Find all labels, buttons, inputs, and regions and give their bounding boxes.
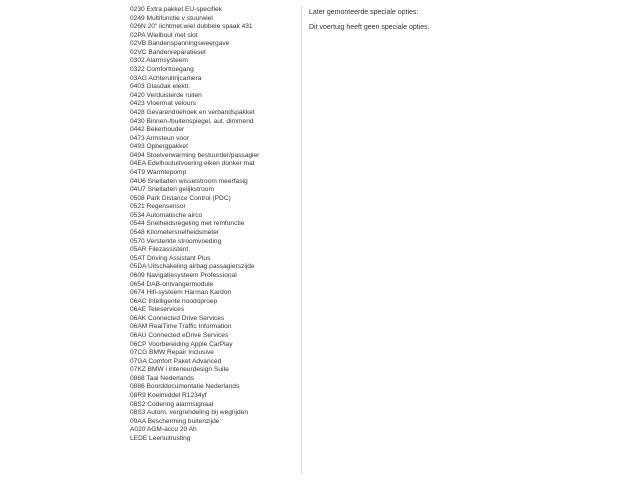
option-line: 04EA Edelhoutuitvoering eiken donker mat bbox=[130, 160, 255, 168]
option-line: 0423 Vloermat velours bbox=[130, 100, 196, 108]
option-line: 04T9 Warmtepomp bbox=[130, 168, 187, 176]
option-line: 07CG BMW Repair Inclusive bbox=[130, 349, 214, 357]
option-line: 06AK Connected Drive Services bbox=[130, 314, 225, 322]
factory-options-list bbox=[130, 6, 290, 443]
option-line: 07KZ BMW i interieurdesign Suite bbox=[130, 366, 229, 374]
option-line: 02VC Bandenreparatieset bbox=[130, 48, 206, 56]
option-line: 08S3 Autom. vergrendeling bij wegrijden bbox=[130, 409, 249, 417]
option-line: 0508 Park Distance Control (PDC) bbox=[130, 194, 231, 202]
later-options-panel bbox=[309, 8, 529, 33]
option-line: 02PA Wielbout met slot bbox=[130, 31, 198, 39]
option-line: 0521 Regensensor bbox=[130, 203, 186, 211]
option-line: 0674 Hifi-systeem Harman Kardon bbox=[130, 289, 232, 297]
option-line: 0544 Snelheidsregeling met remfunctie bbox=[130, 220, 245, 228]
option-line: 06AU Connected eDrive Services bbox=[130, 331, 229, 339]
option-line: 0442 Bekerhouder bbox=[130, 126, 185, 134]
later-options-text: Dit voertuig heeft geen speciale opties. bbox=[309, 24, 430, 31]
option-line: 0548 Kilometersnelheidsmeter bbox=[130, 229, 220, 237]
option-line: 0473 Armsteun voor bbox=[130, 134, 190, 142]
option-line: 0302 Alarmsysteem bbox=[130, 57, 188, 65]
option-line: 0868 Taal Nederlands bbox=[130, 374, 195, 382]
option-line: 03AG Achteruitrijcamera bbox=[130, 74, 202, 82]
option-line: 0570 Versterkte stroomvoeding bbox=[130, 237, 222, 245]
option-line: 07GA Comfort Paket Advanced bbox=[130, 357, 222, 365]
option-line: 05DA Uitschakeling airbag passagierszijde bbox=[130, 263, 255, 271]
option-line: 09AA Bescherming buitenzijde bbox=[130, 417, 220, 425]
option-line: 0493 Opbergpakket bbox=[130, 143, 188, 151]
option-line: 04U7 Snelladen gelijkstroom bbox=[130, 186, 214, 194]
column-divider bbox=[301, 6, 302, 474]
option-line: 0230 Extra pakket EU-specifiek bbox=[130, 6, 222, 13]
option-line: 08R9 Koelmiddel R1234yf bbox=[130, 392, 207, 400]
option-line: 06AM RealTime Traffic Information bbox=[130, 323, 232, 331]
option-line: 08S2 Codering alarmsignaal bbox=[130, 400, 214, 408]
option-line: 0534 Automatische airco bbox=[130, 211, 203, 219]
option-line: 0322 Comforttoegang bbox=[130, 66, 194, 74]
option-line: 06CP Voorbereiding Apple CarPlay bbox=[130, 340, 233, 348]
option-line: 02VB Bandenspanningsweergave bbox=[130, 40, 230, 48]
option-line: 0420 Verduisterde ruiten bbox=[130, 91, 202, 99]
option-line: 0886 Boorddocumentatie Nederlands bbox=[130, 383, 240, 391]
option-line: 026N 20" lichtmet.wiel dubbele spaak 431 bbox=[130, 23, 253, 31]
option-line: 05AT Driving Assistant Plus bbox=[130, 254, 211, 262]
option-line: 0428 Gevarendriehoek en verbandspakket bbox=[130, 108, 255, 116]
option-line: 06AC Intelligente noodoproep bbox=[130, 297, 218, 305]
option-line: LEDE Leerluitrusting bbox=[130, 434, 191, 442]
option-line: A020 AGM-accu 20 Ah bbox=[130, 426, 197, 434]
option-line: 0654 DAB-ontvangermodule bbox=[130, 280, 214, 288]
option-line: 0609 Navigatiesysteem Professional bbox=[130, 271, 237, 279]
later-options-title: Later gemonteerde speciale opties: bbox=[309, 9, 419, 16]
option-line: 04U6 Snelladen wisselstroom meerfasig bbox=[130, 177, 248, 185]
option-line: 0494 Stoelverwarming bestuurder/passagier bbox=[130, 151, 260, 159]
option-line: 06AE Teleservices bbox=[130, 306, 185, 314]
option-line: 0403 Glasdak elektr. bbox=[130, 83, 191, 91]
option-line: 0430 Binnen-/buitenspiegel, aut. dimmend bbox=[130, 117, 254, 125]
option-line: 05AR Filezassistent bbox=[130, 246, 189, 254]
option-line: 0249 Multifunctie v stuurwiel bbox=[130, 14, 213, 22]
